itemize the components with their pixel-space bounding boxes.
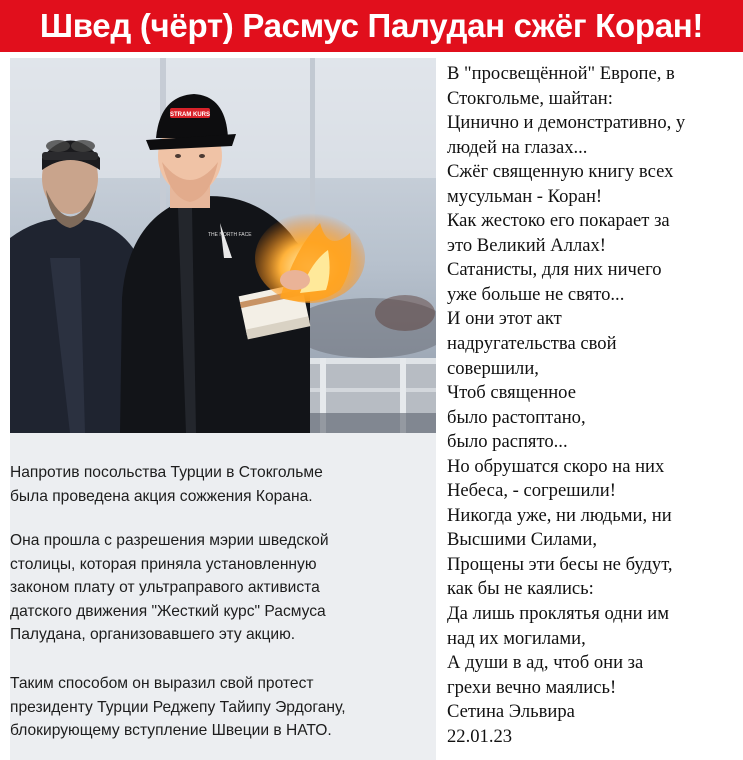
poem-line: мусульман - Коран! xyxy=(447,185,603,207)
poem-line: совершили, xyxy=(447,357,539,379)
description-paragraph-2: Она прошла с разрешения мэрии шведской столицы, которая приняла установленную законом плату от ультраправого активиста датского движения "Жесткий курс" Расмуса Палудана, организовавшего эту акцию. xyxy=(10,532,329,643)
poem-line: А души в ад, чтоб они за xyxy=(447,652,644,674)
description-paragraph-3: Таким способом он выразил свой протест президенту Турции Реджепу Тайипу Эрдогану, блокирующему вступление Швеции в НАТО. xyxy=(10,675,346,739)
poem-line: Никогда уже, ни людьми, ни xyxy=(447,504,672,526)
poem-line: было распято... xyxy=(447,431,568,453)
poem-date: 22.01.23 xyxy=(447,725,513,747)
jacket-logo: THE NORTH FACE xyxy=(208,232,252,238)
cap-logo: STRAM KURS xyxy=(170,112,210,118)
news-photo xyxy=(10,58,436,433)
poem-line: это Великий Аллах! xyxy=(447,234,607,256)
poem-line: И они этот акт xyxy=(447,308,562,330)
poem-line: над их могилами, xyxy=(447,627,586,649)
poem-author: Сетина Эльвира xyxy=(447,701,575,723)
poem-line: Как жестоко его покарает за xyxy=(447,210,670,232)
poem-line: Сатанисты, для них ничего xyxy=(447,259,662,281)
poem-line: как бы не каялись: xyxy=(447,578,594,600)
description-paragraph-1: Напротив посольства Турции в Стокгольме была проведена акция сожжения Корана. xyxy=(10,464,323,505)
poem-line: Но обрушатся скоро на них xyxy=(447,455,665,477)
poem-line: было растоптано, xyxy=(447,406,586,428)
poem-line: Да лишь проклятья одни им xyxy=(447,603,669,625)
poem-line: уже больше не свято... xyxy=(447,283,625,305)
poem-line: Цинично и демонстративно, у xyxy=(447,112,686,134)
page-title: Швед (чёрт) Расмус Палудан сжёг Коран! xyxy=(39,7,704,44)
poem-line: Высшими Силами, xyxy=(447,529,598,551)
poem xyxy=(447,62,739,749)
poem-line: надругательства свой xyxy=(447,333,617,355)
poem-line: В "просвещённой" Европе, в xyxy=(447,63,675,84)
photo-illustration xyxy=(10,58,436,433)
poem-line: людей на глазах... xyxy=(447,136,588,158)
poem-line: Сжёг священную книгу всех xyxy=(447,161,674,183)
poem-line: грехи вечно маялись! xyxy=(447,676,617,698)
poem-line: Стокгольме, шайтан: xyxy=(447,87,613,109)
header-banner xyxy=(0,0,743,52)
poem-line: Прощены эти бесы не будут, xyxy=(447,553,673,575)
poem-line: Чтоб священное xyxy=(447,382,576,404)
poem-line: Небеса, - согрешили! xyxy=(447,480,616,502)
